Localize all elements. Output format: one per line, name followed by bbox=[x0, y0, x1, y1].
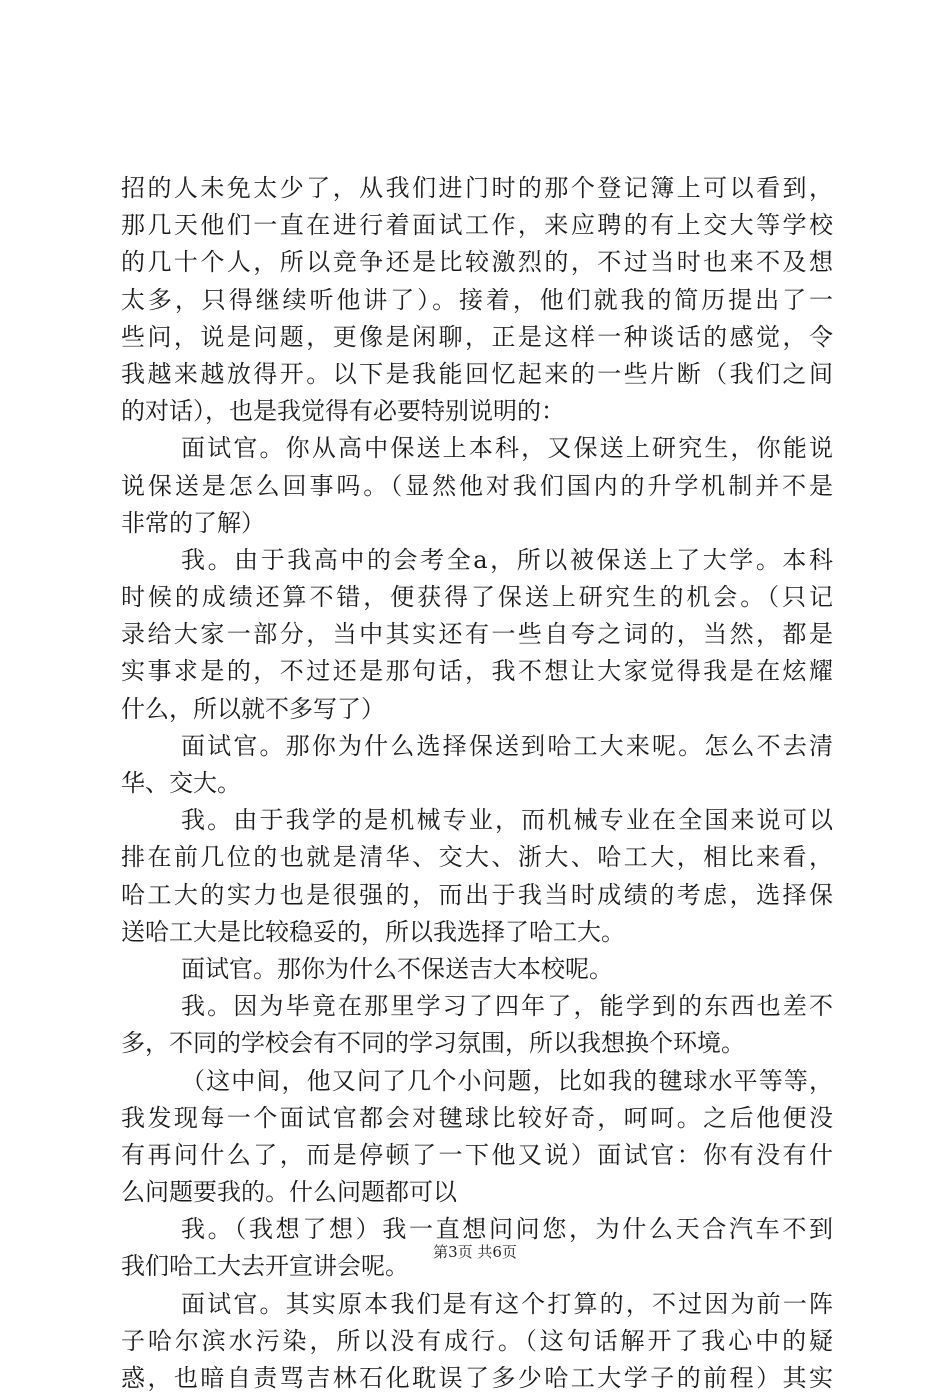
text-line: 录给大家一部分，当中其实还有一些自夸之词的，当然，都是 bbox=[121, 620, 833, 649]
text-line: 我越来越放得开。以下是我能回忆起来的一些片断（我们之间 bbox=[121, 359, 833, 388]
text-line: 惑，也暗自责骂吉林石化耽误了多少哈工大学子的前程）其实 bbox=[121, 1364, 833, 1392]
text-line: 送哈工大是比较稳妥的，所以我选择了哈工大。 bbox=[121, 917, 625, 946]
text-line: 子哈尔滨水污染，所以没有成行。（这句话解开了我心中的疑 bbox=[121, 1326, 833, 1355]
text-line: 什么，所以就不多写了） bbox=[121, 694, 385, 723]
text-line: 排在前几位的也就是清华、交大、浙大、哈工大，相比来看， bbox=[121, 843, 833, 872]
text-line: 华、交大。 bbox=[121, 769, 241, 797]
text-line: 我。由于我学的是机械专业，而机械专业在全国来说可以 bbox=[181, 806, 833, 835]
text-line: 我发现每一个面试官都会对毽球比较好奇，呵呵。之后他便没 bbox=[121, 1103, 833, 1132]
text-line: 非常的了解） bbox=[121, 508, 265, 537]
text-line: 那几天他们一直在进行着面试工作，来应聘的有上交大等学校 bbox=[121, 211, 833, 240]
text-line: 多，不同的学校会有不同的学习氛围，所以我想换个环境。 bbox=[121, 1029, 745, 1058]
text-line: 的几十个人，所以竞争还是比较激烈的，不过当时也来不及想 bbox=[121, 248, 833, 277]
text-line: 时候的成绩还算不错，便获得了保送上研究生的机会。（只记 bbox=[121, 583, 833, 612]
text-line: 面试官。那你为什么不保送吉大本校呢。 bbox=[181, 954, 613, 983]
text-line: 招的人未免太少了，从我们进门时的那个登记簿上可以看到， bbox=[121, 174, 833, 202]
text-line: 面试官。其实原本我们是有这个打算的，不过因为前一阵 bbox=[181, 1289, 833, 1318]
text-line: （这中间，他又问了几个小问题，比如我的毽球水平等等， bbox=[181, 1066, 833, 1095]
text-line: 哈工大的实力也是很强的，而出于我当时成绩的考虑，选择保 bbox=[121, 880, 833, 909]
text-line: 面试官。那你为什么选择保送到哈工大来呢。怎么不去清 bbox=[181, 731, 833, 760]
text-line: 面试官。你从高中保送上本科，又保送上研究生，你能说 bbox=[181, 434, 833, 463]
text-line: 太多，只得继续听他讲了）。接着，他们就我的简历提出了一 bbox=[121, 285, 833, 314]
text-line: 我们哈工大去开宣讲会呢。 bbox=[121, 1252, 409, 1281]
document-body bbox=[121, 170, 833, 1397]
text-line: 的对话），也是我觉得有必要特别说明的： bbox=[121, 397, 565, 426]
text-line: 实事求是的，不过还是那句话，我不想让大家觉得我是在炫耀 bbox=[121, 657, 833, 686]
text-line: 有再问什么了，而是停顿了一下他又说）面试官：你有没有什 bbox=[121, 1140, 833, 1169]
text-line: 说保送是怎么回事吗。（显然他对我们国内的升学机制并不是 bbox=[121, 471, 833, 500]
text-line: 我。（我想了想）我一直想问问您，为什么天合汽车不到 bbox=[181, 1215, 833, 1244]
text-line: 我。由于我高中的会考全a，所以被保送上了大学。本科 bbox=[181, 545, 833, 574]
page-footer: 第3页 共6页 bbox=[433, 1243, 517, 1261]
text-line: 么问题要我的。什么问题都可以 bbox=[121, 1178, 457, 1207]
text-line: 些问，说是问题，更像是闲聊，正是这样一种谈话的感觉，令 bbox=[121, 322, 833, 351]
text-line: 我。因为毕竟在那里学习了四年了，能学到的东西也差不 bbox=[181, 992, 833, 1021]
